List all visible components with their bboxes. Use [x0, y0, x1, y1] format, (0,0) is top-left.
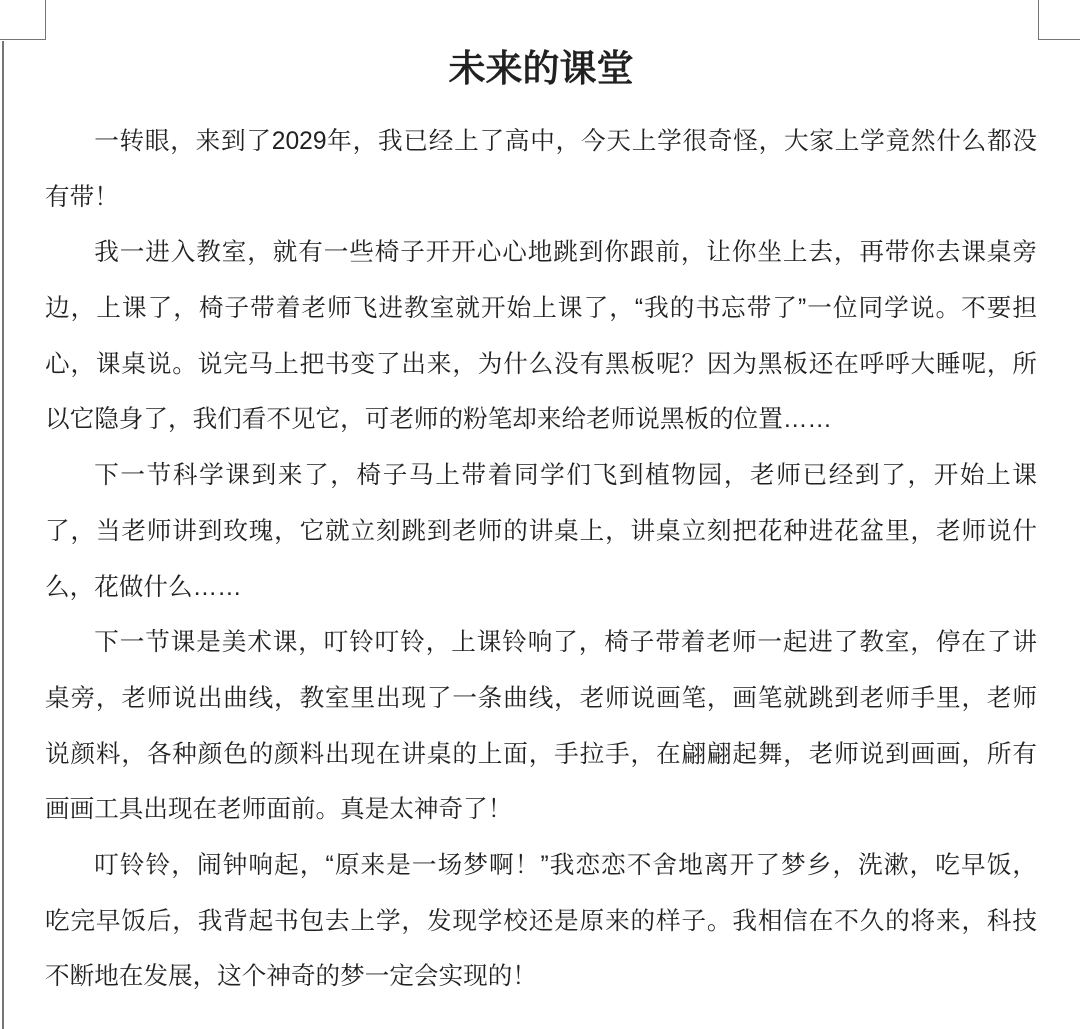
left-edge-line [2, 41, 4, 1029]
essay-line-p2: 边，上课了，椅子带着老师飞进教室就开始上课了，“我的书忘带了”一位同学说。不要担 [45, 295, 1037, 323]
essay-body [45, 114, 1037, 1005]
corner-mark-top-right [1038, 0, 1080, 40]
essay-line-p2: 心，课桌说。说完马上把书变了出来，为什么没有黑板呢？因为黑板还在呼呼大睡呢，所 [45, 350, 1037, 378]
corner-mark-top-left [0, 0, 46, 40]
essay-line-p5: 吃完早饭后，我背起书包去上学，发现学校还是原来的样子。我相信在不久的将来，科技 [45, 907, 1037, 935]
essay-title: 未来的课堂 [448, 48, 634, 89]
essay-line-p3: 么，花做什么…… [45, 573, 242, 601]
essay-line-p1: 一转眼，来到了2029年，我已经上了高中，今天上学很奇怪，大家上学竟然什么都没 [94, 128, 1037, 155]
essay-line-p3: 了，当老师讲到玫瑰，它就立刻跳到老师的讲桌上，讲桌立刻把花种进花盆里，老师说什 [45, 517, 1037, 545]
essay-line-p5: 不断地在发展，这个神奇的梦一定会实现的！ [45, 963, 537, 991]
essay-line-p4: 桌旁，老师说出曲线，教室里出现了一条曲线，老师说画笔，画笔就跳到老师手里，老师 [45, 684, 1037, 712]
essay-line-p2: 我一进入教室，就有一些椅子开开心心地跳到你跟前，让你坐上去，再带你去课桌旁 [94, 239, 1037, 267]
essay-line-p2: 以它隐身了，我们看不见它，可老师的粉笔却来给老师说黑板的位置…… [45, 406, 833, 434]
essay-line-p5: 叮铃铃，闹钟响起，“原来是一场梦啊！”我恋恋不舍地离开了梦乡，洗漱，吃早饭， [94, 851, 1037, 879]
essay-line-p1: 有带！ [45, 183, 119, 211]
essay-line-p4: 说颜料，各种颜色的颜料出现在讲桌的上面，手拉手，在翩翩起舞，老师说到画画，所有 [45, 740, 1037, 768]
essay-line-p4: 下一节课是美术课，叮铃叮铃，上课铃响了，椅子带着老师一起进了教室，停在了讲 [94, 629, 1037, 657]
essay-line-p3: 下一节科学课到来了，椅子马上带着同学们飞到植物园，老师已经到了，开始上课 [94, 462, 1037, 490]
essay-line-p4: 画画工具出现在老师面前。真是太神奇了！ [45, 796, 513, 824]
